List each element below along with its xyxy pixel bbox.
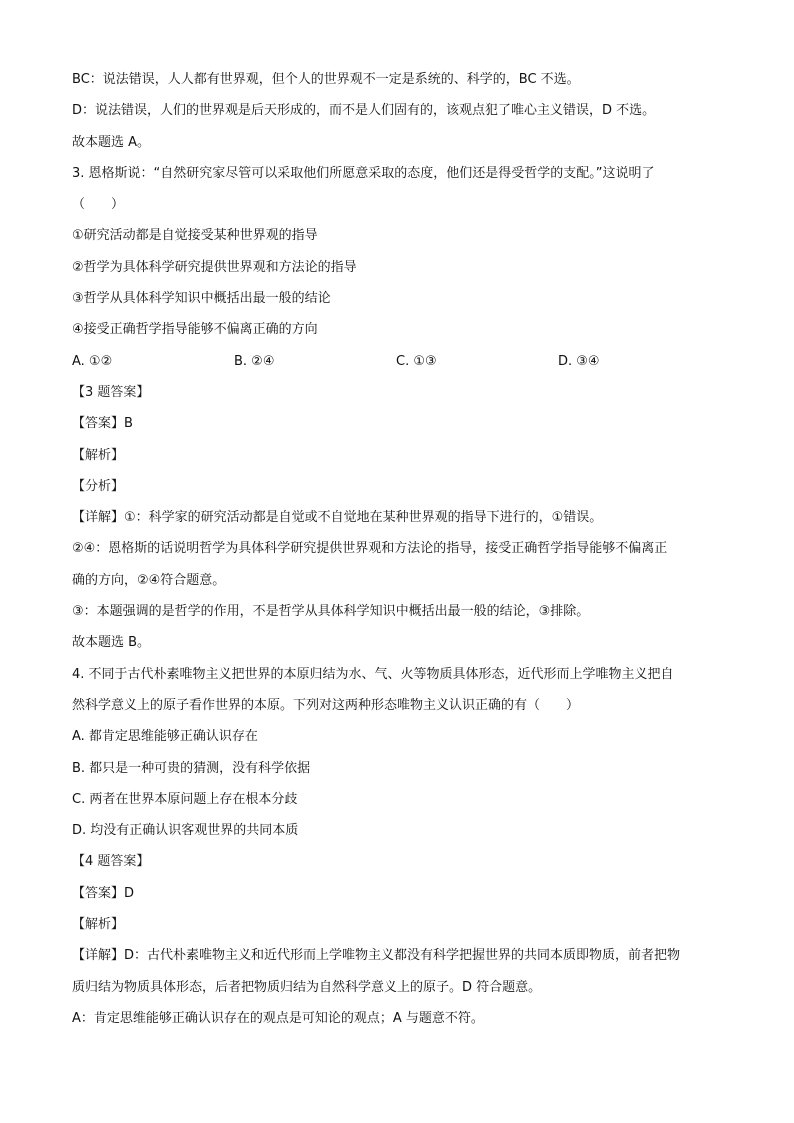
option-d: D. ③④ xyxy=(558,353,600,369)
answer: 【答案】B xyxy=(72,416,133,432)
detail-line: 质归结为物质具体形态，后者把物质归结为自然科学意义上的原子。D 符合题意。 xyxy=(72,979,542,995)
question-3-item: ④接受正确哲学指导能够不偏离正确的方向 xyxy=(72,322,318,338)
option-b: B. 都只是一种可贵的猜测，没有科学依据 xyxy=(72,760,311,776)
conclusion: 故本题选 B。 xyxy=(72,635,151,651)
question-3-item: ③哲学从具体科学知识中概括出最一般的结论 xyxy=(72,291,331,307)
detail-line: ②④：恩格斯的话说明哲学为具体科学研究提供世界观和方法论的指导，接受正确哲学指导能够不偏离正 xyxy=(72,541,668,557)
answer-header: 【4 题答案】 xyxy=(72,854,150,870)
question-3-item: ②哲学为具体科学研究提供世界观和方法论的指导 xyxy=(72,259,357,275)
option-a: A. ①② xyxy=(72,353,113,369)
option-d: D. 均没有正确认识客观世界的共同本质 xyxy=(72,823,299,839)
detail-line: ③：本题强调的是哲学的作用，不是哲学从具体科学知识中概括出最一般的结论，③排除。 xyxy=(72,604,590,620)
option-b: B. ②④ xyxy=(234,353,275,369)
fenxi-header: 【分析】 xyxy=(72,478,125,494)
question-4-stem-cont: 然科学意义上的原子看作世界的本原。下列对这两种形态唯物主义认识正确的有（ ） xyxy=(72,697,580,713)
question-3-stem: 3. 恩格斯说：“自然研究家尽管可以采取他们所愿意采取的态度，他们还是得受哲学的支配。”这说明了 xyxy=(72,165,655,181)
text-line: D：说法错误，人们的世界观是后天形成的，而不是人们固有的，该观点犯了唯心主义错误，D 不选。 xyxy=(72,103,656,119)
detail-line: A：肯定思维能够正确认识存在的观点是可知论的观点；A 与题意不符。 xyxy=(72,1010,484,1026)
text-line: BC：说法错误，人人都有世界观，但个人的世界观不一定是系统的、科学的，BC 不选。 xyxy=(72,72,580,87)
answer: 【答案】D xyxy=(72,885,135,901)
detail-line: 【详解】D：古代朴素唯物主义和近代形而上学唯物主义都没有科学把握世界的共同本质即物质，前者把物 xyxy=(72,948,681,964)
detail-line: 【详解】①：科学家的研究活动都是自觉或不自觉地在某种世界观的指导下进行的，①错误。 xyxy=(72,510,603,526)
document-page xyxy=(72,64,732,1034)
question-3-stem-cont: （ ） xyxy=(72,197,125,213)
option-c: C. 两者在世界本原问题上存在根本分歧 xyxy=(72,791,298,807)
question-3-options xyxy=(72,346,732,377)
analysis-header: 【解析】 xyxy=(72,917,125,933)
question-4-stem: 4. 不同于古代朴素唯物主义把世界的本原归结为水、气、火等物质具体形态，近代形而上学唯物主义把自 xyxy=(72,666,674,682)
text-line: 故本题选 A。 xyxy=(72,134,151,150)
option-a: A. 都肯定思维能够正确认识存在 xyxy=(72,729,258,745)
answer-header: 【3 题答案】 xyxy=(72,384,150,400)
option-c: C. ①③ xyxy=(396,353,437,369)
question-3-item: ①研究活动都是自觉接受某种世界观的指导 xyxy=(72,228,318,244)
analysis-header: 【解析】 xyxy=(72,447,125,463)
detail-line: 确的方向，②④符合题意。 xyxy=(72,572,226,588)
